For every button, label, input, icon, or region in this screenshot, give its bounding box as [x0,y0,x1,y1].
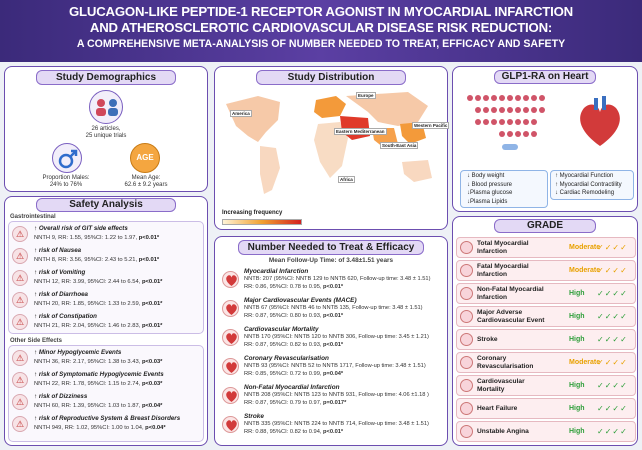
outcome-nntb: NNTB 93 (95%CI: NNTB 52 to NNTB 1717, Follow-up time: 3.48 ± 1.51) [244,363,426,369]
side-effect-stats [34,403,162,409]
outcome-rr-value: RR: 0.87, 95%CI: 0.80 to 0.93, [244,313,324,319]
side-effect-icon: ⚠ [12,292,28,308]
outcome-heart-icon [460,356,473,369]
grade-checkmarks: ✓✓✓✓ [597,335,628,344]
side-effect-p-value: p<0.03* [141,381,163,387]
side-effect-p-value: p<0.04* [141,403,163,409]
grade-checkmarks: ✓✓✓✓ [597,243,628,252]
grade-checkmarks: ✓✓✓✓ [597,381,628,390]
grade-row [456,398,636,419]
cardiac-effect: ↑ Myocardial Contractility [555,181,622,188]
title-line-3: A COMPREHENSIVE META-ANALYSIS OF NUMBER NEEDED TO TREAT, EFFICACY AND SAFETY [76,38,566,50]
outcome-rr [244,371,343,377]
cardiac-effect: ↑ Myocardial Function [555,173,614,179]
side-effect-stats [34,301,162,307]
mechanism-title: GLP1-RA on Heart [494,70,596,84]
outcome-title: Non-Fatal Myocardial Infarction [244,384,340,391]
outcome-heart-icon [222,416,239,433]
male-icon [52,143,82,173]
grade-outcome-label: Non-Fatal Myocardial Infarction [477,286,544,301]
outcome-heart-icon [460,310,473,323]
gi-label: Gastrointestinal [10,214,56,220]
region-label-south-east-asia: South-East Asia [382,143,417,148]
nnt-row [222,326,440,352]
grade-checkmarks: ✓✓✓✓ [597,289,628,298]
outcome-p-value: p<0.01* [323,429,344,435]
outcome-rr [244,400,346,406]
outcome-rr-value: RR: 0.85, 95%CI: 0.72 to 0.99, [244,371,324,377]
grade-row [456,283,636,304]
grade-level: Moderate [569,267,601,274]
title-line-1: GLUCAGON-LIKE PEPTIDE-1 RECEPTOR AGONIST IN MYOCARDIAL INFARCTION [68,4,574,19]
frequency-legend-bar [222,219,302,225]
outcome-title: Cardiovascular Mortality [244,326,319,333]
safety-row [12,414,212,436]
grade-row [456,352,636,373]
grade-checkmarks: ✓✓✓✓ [597,358,628,367]
outcome-p-value: p<0.01* [323,284,344,290]
grade-row [456,375,636,396]
distribution-title: Study Distribution [256,70,406,85]
grade-outcome-label: Heart Failure [477,405,518,412]
peptide-chain-icon [462,88,562,152]
trials-count: 25 unique trials [85,133,127,139]
grade-checkmarks: ✓✓✓✓ [597,312,628,321]
other-label: Other Side Effects [10,338,63,344]
males-label: Proportion Males: [42,175,90,181]
grade-outcome-label: Cardiovascular Mortality [477,378,525,393]
nnt-row [222,355,440,381]
side-effect-p-value: p<0.01* [138,257,160,263]
outcome-p-value: p=0.04* [323,371,344,377]
grade-row [456,260,636,281]
side-effect-icon: ⚠ [12,248,28,264]
outcome-nntb: NNTB 67 (95%CI: NNTB 46 to NNTB 135, Follow-up time: 3.48 ± 1.51) [244,305,423,311]
safety-row [12,392,212,414]
outcome-rr-value: RR: 0.86, 95%CI: 0.78 to 0.95, [244,284,324,290]
articles-count: 26 articles, [91,126,121,132]
nnt-row [222,268,440,294]
side-effect-title: ↑ risk of Dizziness [34,393,88,400]
side-effect-icon: ⚠ [12,314,28,330]
outcome-rr-value: RR: 0.87, 95%CI: 0.82 to 0.93, [244,342,324,348]
side-effect-title: ↑ Minor Hypoglycemic Events [34,349,122,356]
grade-title: GRADE [494,219,596,233]
region-label-europe: Europe [358,93,374,98]
grade-checkmarks: ✓✓✓✓ [597,427,628,436]
side-effect-title: ↑ Overall risk of GIT side effects [34,225,128,232]
outcome-title: Myocardial Infarction [244,268,309,275]
outcome-rr [244,313,343,319]
side-effect-icon: ⚠ [12,350,28,366]
safety-row [12,224,212,246]
side-effect-icon: ⚠ [12,270,28,286]
side-effect-stats [34,235,159,241]
frequency-legend-label: Increasing frequency [222,210,283,216]
grade-level: High [569,428,585,435]
grade-outcome-label: Major Adverse Cardiovascular Event [477,309,545,324]
outcome-heart-icon [222,387,239,404]
side-effect-value: NNTH 36, RR: 2.17, 95%CI: 1.38 to 3.43, [34,359,142,365]
safety-title: Safety Analysis [36,198,176,212]
grade-level: High [569,405,585,412]
males-value: 24% to 76% [49,182,83,188]
title-banner [0,0,642,62]
grade-level: High [569,313,585,320]
outcome-nntb: NNTB: 207 (95%CI: NNTB 129 to NNTB 620, Follow-up time: 3.48 ± 1.51) [244,276,431,282]
outcome-p-value: p=0.017* [323,400,347,406]
grade-outcome-label: Total Myocardial Infarction [477,240,529,255]
side-effect-p-value: p<0.01* [141,301,163,307]
region-label-america: America [232,111,250,116]
grade-outcome-label: Unstable Angina [477,428,529,435]
systemic-effect: ↓ Body weight [467,173,505,179]
side-effect-value: NNTH 22, RR: 1.78, 95%CI: 1.15 to 2.74, [34,381,142,387]
people-icon [89,90,123,124]
safety-row [12,268,212,290]
grade-row [456,237,636,258]
region-label-eastern-mediterranean: Eastern Mediterranean [336,129,385,134]
outcome-heart-icon [222,300,239,317]
outcome-title: Coronary Revascularisation [244,355,329,362]
outcome-rr [244,284,343,290]
grade-row [456,329,636,350]
systemic-effects-box [460,170,548,208]
side-effect-p-value: p<0.04* [145,425,166,431]
outcome-heart-icon [222,358,239,375]
side-effect-value: NNTH 9, RR: 1.55, 95%CI: 1.22 to 1.97, [34,235,139,241]
demographics-title: Study Demographics [36,70,176,85]
side-effect-stats [34,323,162,329]
grade-level: High [569,290,585,297]
side-effect-stats [34,257,159,263]
outcome-p-value: p<0.01* [323,313,344,319]
side-effect-value: NNTH 60, RR: 1.39, 95%CI: 1.03 to 1.87, [34,403,142,409]
grade-level: High [569,382,585,389]
side-effect-value: NNTH 21, RR: 2.04, 95%CI: 1.46 to 2.83, [34,323,142,329]
grade-row [456,421,636,442]
safety-row [12,246,212,268]
side-effect-stats [34,425,166,431]
side-effect-value: NNTH 949, RR: 1.02, 95%CI: 1.00 to 1.04, [34,425,146,431]
outcome-heart-icon [460,333,473,346]
age-icon-label: AGE [136,153,154,162]
side-effect-icon: ⚠ [12,416,28,432]
grade-checkmarks: ✓✓✓✓ [597,266,628,275]
outcome-heart-icon [222,329,239,346]
side-effect-stats [34,381,162,387]
side-effect-title: ↑ risk of Nausea [34,247,82,254]
outcome-title: Major Cardiovascular Events (MACE) [244,297,357,304]
heart-icon [572,94,628,150]
side-effect-value: NNTH 20, RR: 1.85, 95%CI: 1.33 to 2.59, [34,301,142,307]
side-effect-p-value: p<0.01* [141,279,163,285]
outcome-heart-icon [460,425,473,438]
title-line-2: AND ATHEROSCLEROTIC CARDIOVASCULAR DISEASE RISK REDUCTION: [89,20,553,35]
systemic-effect: ↓Plasma Lipids [467,198,508,205]
safety-row [12,348,212,370]
side-effect-stats [34,279,162,285]
outcome-nntb: NNTB 335 (95%CI: NNTB 224 to NNTB 714, Follow-up time: 3.48 ± 1.51) [244,421,429,427]
outcome-rr-value: RR: 0.88, 95%CI: 0.82 to 0.94, [244,429,324,435]
outcome-rr [244,429,343,435]
cardiac-effects-box [550,170,634,200]
outcome-nntb: NNTB 208 (95%CI: NNTB 123 to NNTB 931, Follow-up time: 4.06 ±1.18 ) [244,392,429,398]
side-effect-p-value: p<0.01* [141,323,163,329]
side-effect-icon: ⚠ [12,394,28,410]
side-effect-value: NNTH 8, RR: 3.56, 95%CI: 2.43 to 5.21, [34,257,139,263]
outcome-heart-icon [222,271,239,288]
region-label-western-pacific: Western Pacific [414,123,448,128]
side-effect-title: ↑ risk of Reproductive System & Breast Disorders [34,415,181,422]
grade-level: Moderate [569,244,601,251]
outcome-heart-icon [460,402,473,415]
outcome-rr-value: RR: 0.87, 95%CI: 0.79 to 0.97, [244,400,324,406]
side-effect-title: ↑ risk of Constipation [34,313,97,320]
age-icon [130,143,160,173]
side-effect-p-value: p<0.01* [138,235,160,241]
outcome-heart-icon [460,264,473,277]
grade-outcome-label: Stroke [477,336,498,343]
side-effect-icon: ⚠ [12,226,28,242]
side-effect-value: NNTH 12, RR: 3.99, 95%CI: 2.44 to 6.54, [34,279,142,285]
outcome-title: Stroke [244,413,264,420]
systemic-effect: ↓Plasma glucose [467,190,513,196]
side-effect-icon: ⚠ [12,372,28,388]
age-label: Mean Age: [131,175,161,181]
grade-outcome-label: Fatal Myocardial Infarction [477,263,529,278]
region-label-africa: Africa [340,177,353,182]
side-effect-title: ↑ risk of Diarrhoea [34,291,88,298]
systemic-effect: ↓ Blood pressure [467,181,513,188]
followup-time: Mean Follow-Up Time: of 3.48±1.51 years [268,257,394,264]
grade-level: Moderate [569,359,601,366]
side-effect-title: ↑ risk of Symptomatic Hypoglycemic Events [34,371,164,378]
outcome-p-value: p<0.01* [323,342,344,348]
outcome-heart-icon [460,379,473,392]
outcome-nntb: NNTB 170 (95%CI: NNTB 120 to NNTB 306, Follow-up time: 3.45 ± 1.21) [244,334,429,340]
nnt-title: Number Needed to Treat & Efficacy [238,240,424,255]
cardiac-effect: ↓ Cardiac Remodeling [555,190,615,196]
nnt-row [222,413,440,439]
age-value: 62.6 ± 9.2 years [124,182,168,188]
outcome-rr [244,342,343,348]
outcome-heart-icon [460,241,473,254]
nnt-row [222,297,440,323]
side-effect-stats [34,359,162,365]
safety-row [12,290,212,312]
side-effect-title: ↑ risk of Vomiting [34,269,86,276]
safety-row [12,312,212,334]
outcome-heart-icon [460,287,473,300]
side-effect-p-value: p<0.03* [141,359,163,365]
grade-level: High [569,336,585,343]
grade-row [456,306,636,327]
grade-outcome-label: Coronary Revascularisation [477,355,534,370]
grade-checkmarks: ✓✓✓✓ [597,404,628,413]
safety-row [12,370,212,392]
nnt-row [222,384,440,410]
